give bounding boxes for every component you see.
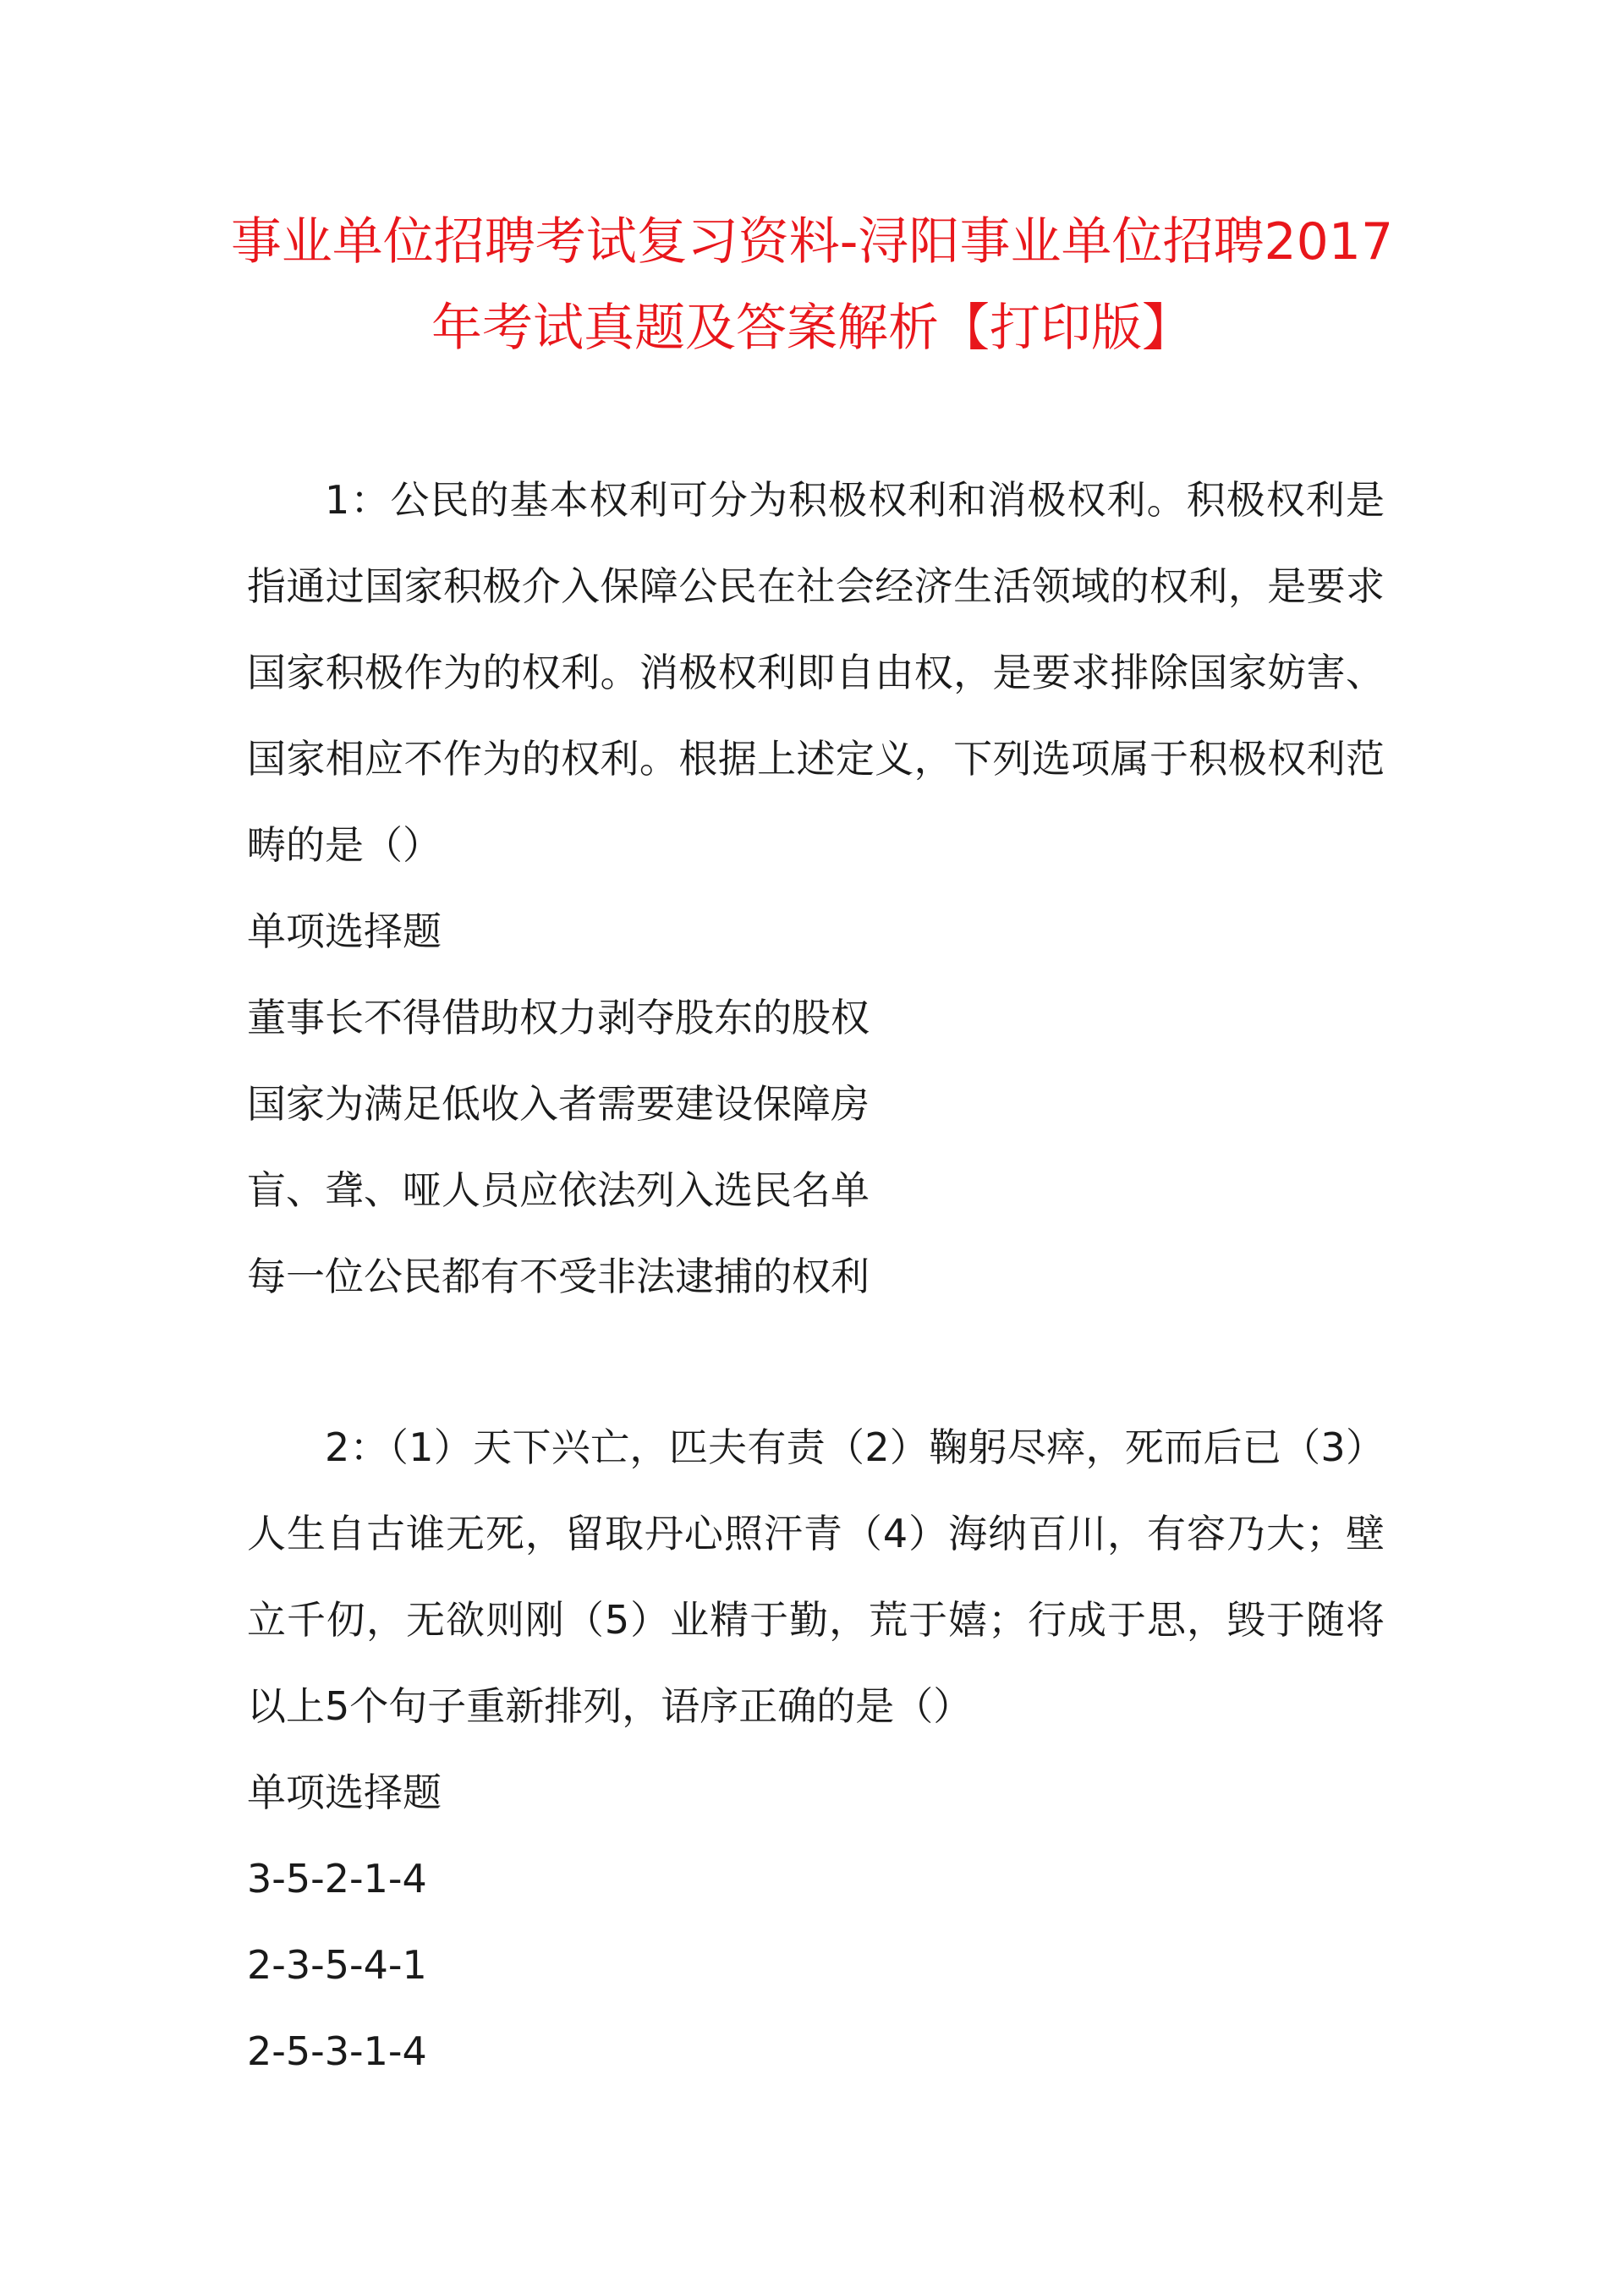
option-item: 国家为满足低收入者需要建设保障房 — [247, 1081, 870, 1127]
document-title: 事业单位招聘考试复习资料-浔阳事业单位招聘2017年考试真题及答案解析【打印版】 — [230, 212, 1394, 358]
question-stem: 1：公民的基本权利可分为积极权利和消极权利。积极权利是指通过国家积极介入保障公民在社会经济生活领域的权利，是要求国家积极作为的权利。消极权利即自由权，是要求排除国家妨害、国家相应不作为的权利。根据上述定义，下列选项属于积极权利范畴的是（） — [247, 477, 1385, 868]
option-item: 董事长不得借助权力剥夺股东的股权 — [247, 995, 870, 1040]
question-2 — [247, 1404, 1385, 2094]
question-separator — [247, 1320, 1385, 1404]
option-list — [247, 1836, 1385, 2094]
question-1 — [247, 457, 1385, 1320]
question-type-label: 单项选择题 — [247, 908, 442, 954]
option-list — [247, 974, 1385, 1320]
question-type-label: 单项选择题 — [247, 1770, 442, 1815]
option-item: 3-5-2-1-4 — [247, 1856, 427, 1902]
option-item: 每一位公民都有不受非法逮捕的权利 — [247, 1254, 870, 1299]
question-stem: 2：（1）天下兴亡，匹夫有责（2）鞠躬尽瘁，死而后已（3）人生自古谁无死，留取丹心照汗青（4）海纳百川，有容乃大；壁立千仞，无欲则刚（5）业精于勤，荒于嬉；行成于思，毁于随将以上5个句子重新排列，语序正确的是（） — [247, 1424, 1385, 1729]
document-body — [247, 457, 1385, 2094]
option-item: 2-3-5-4-1 — [247, 1942, 427, 1988]
option-item: 盲、聋、哑人员应依法列入选民名单 — [247, 1167, 870, 1213]
option-item: 2-5-3-1-4 — [247, 2028, 427, 2074]
